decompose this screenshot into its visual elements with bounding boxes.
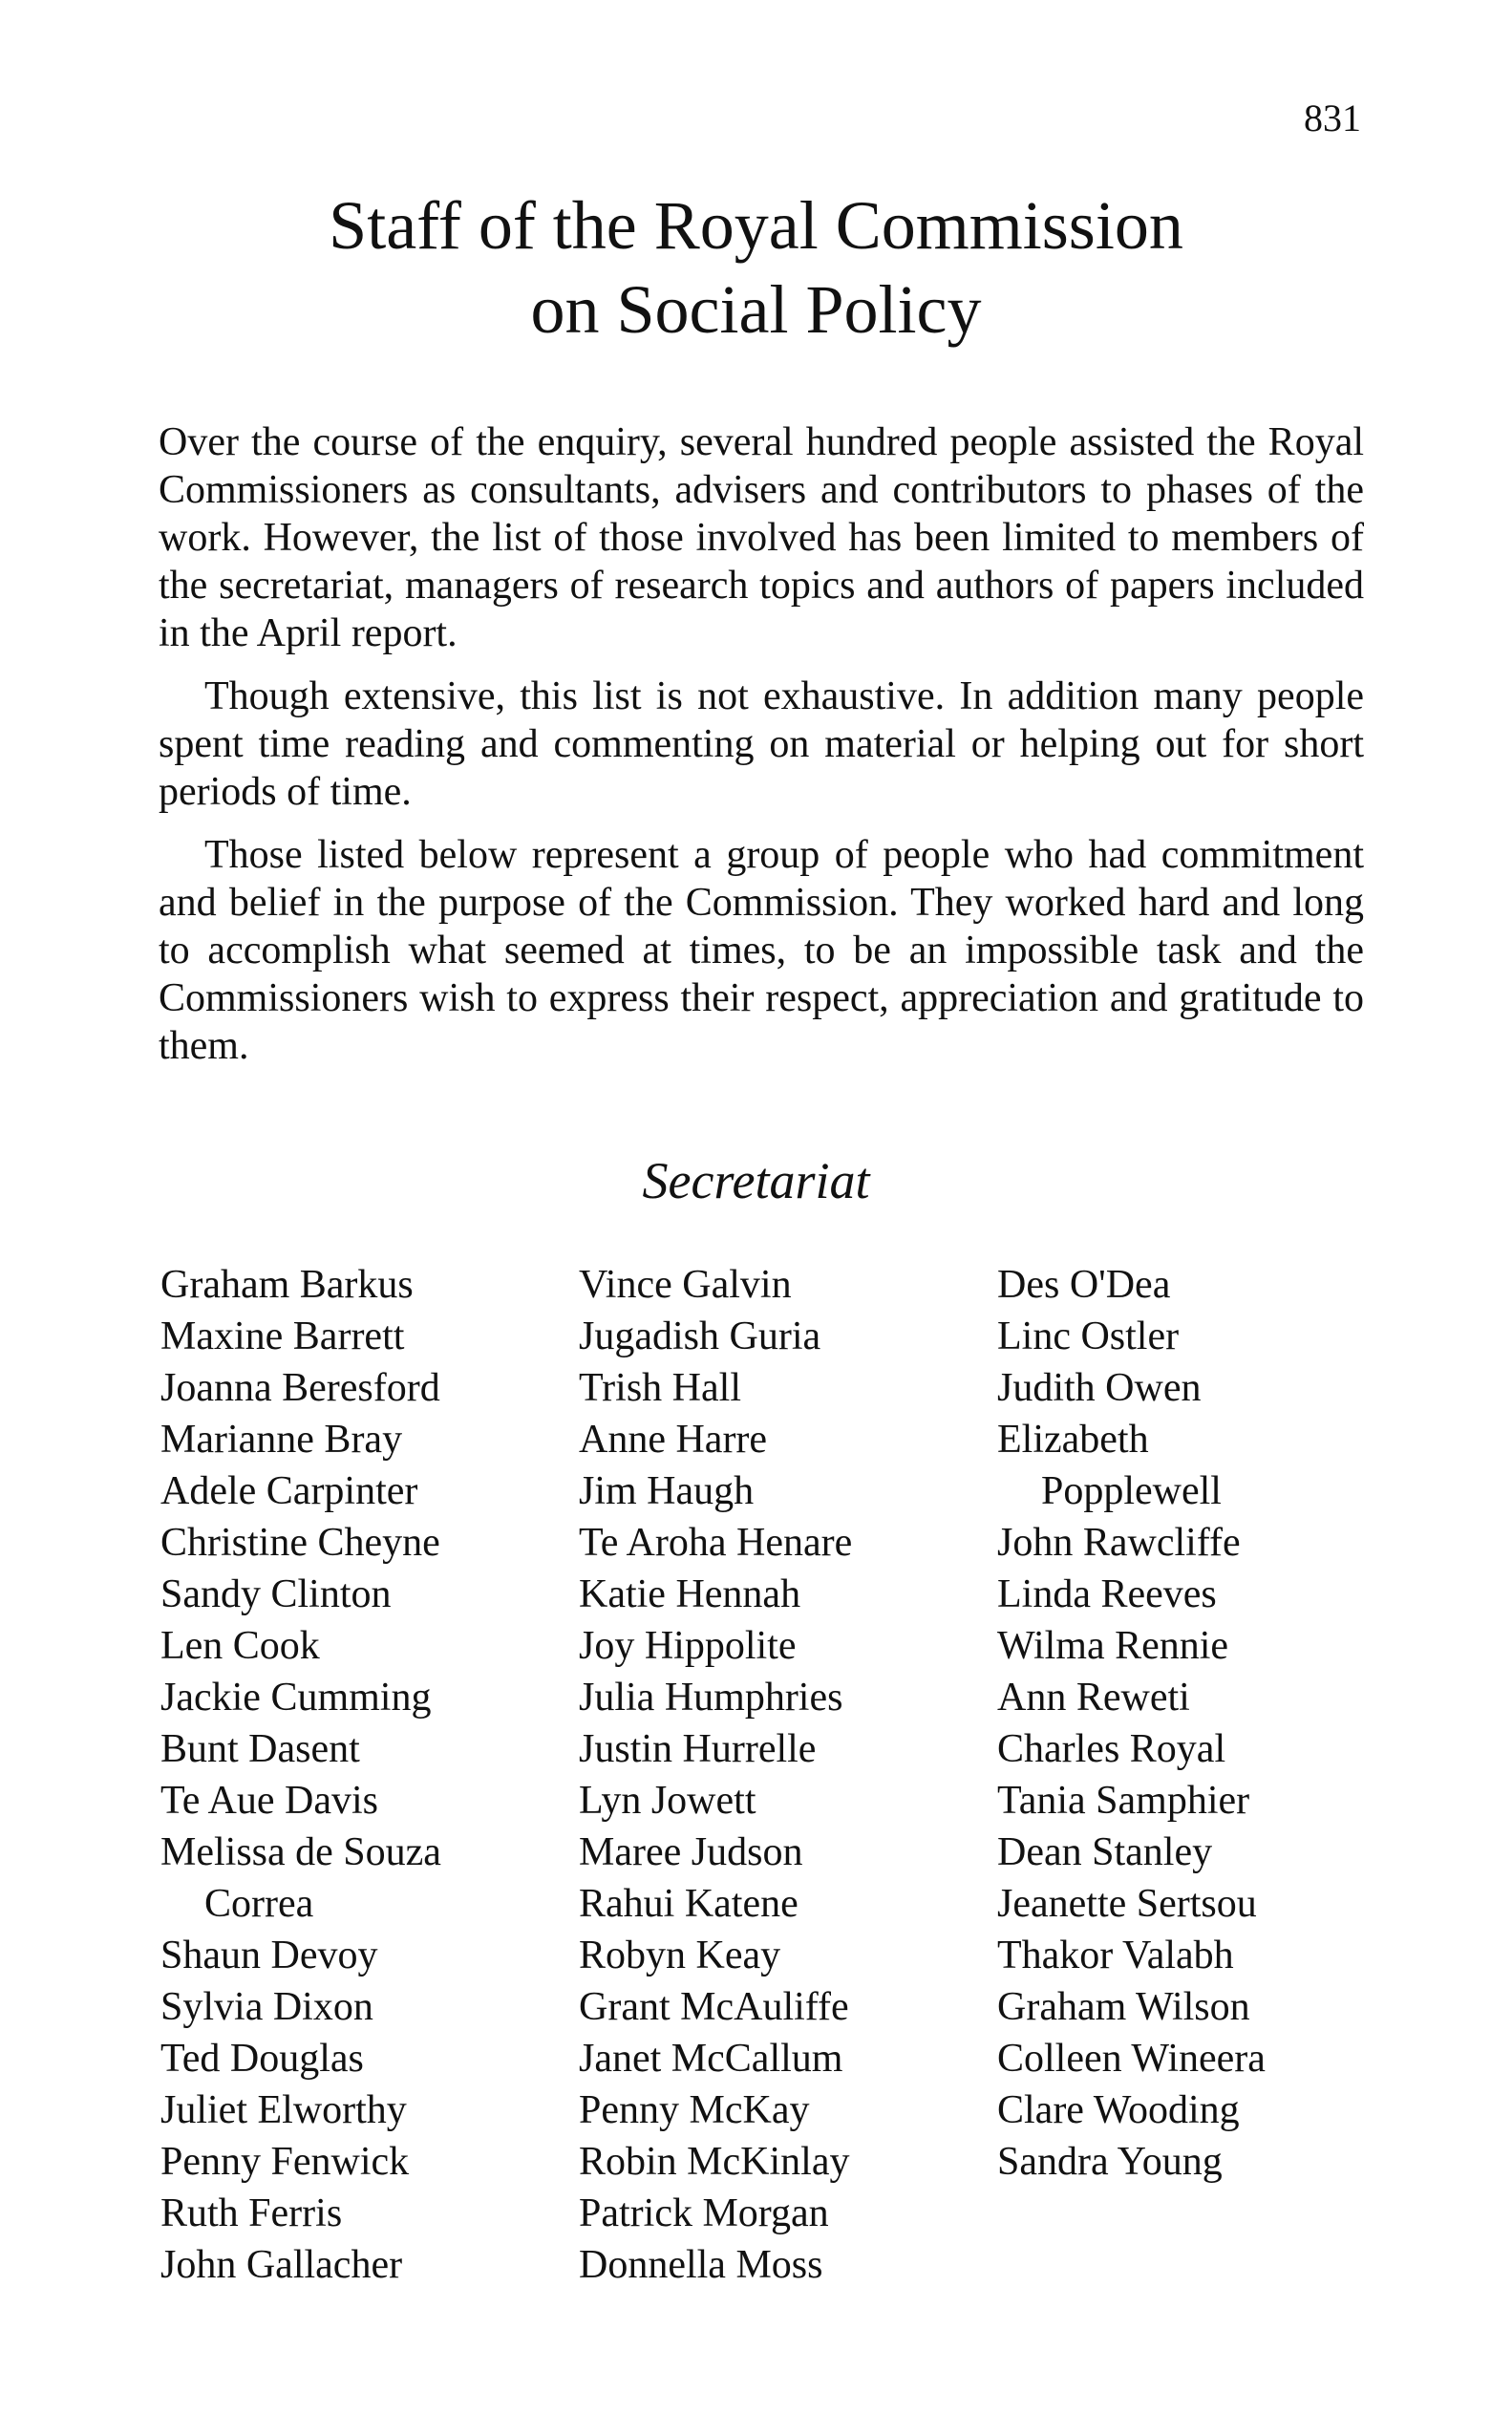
name-item: Jackie Cumming <box>160 1676 432 1720</box>
name-item: Wilma Rennie <box>997 1624 1229 1668</box>
name-item: Joanna Beresford <box>160 1366 440 1410</box>
name-item: Jugadish Guria <box>579 1314 821 1358</box>
name-item: Vince Galvin <box>579 1263 792 1307</box>
name-item: Jim Haugh <box>579 1469 755 1513</box>
name-item: Graham Wilson <box>997 1985 1250 2029</box>
name-item: Charles Royal <box>997 1727 1226 1771</box>
name-item: Trish Hall <box>579 1366 741 1410</box>
intro-paragraph: Over the course of the enquiry, several hundred people assisted the Royal Commissioners as consultants, advisers and contributors to phases of the work. However, the list of those involved has been limited to members of the secretariat, managers of research topics and authors of papers included in the April report. <box>159 420 1364 655</box>
section-heading-secretariat: Secretariat <box>642 1152 870 1209</box>
name-item: Katie Hennah <box>579 1572 801 1616</box>
name-item: Des O'Dea <box>997 1263 1171 1307</box>
name-item: Tania Samphier <box>997 1779 1250 1823</box>
name-item: Robin McKinlay <box>579 2140 850 2184</box>
name-item: Christine Cheyne <box>160 1521 440 1565</box>
name-item: Sandy Clinton <box>160 1572 392 1616</box>
name-item: Patrick Morgan <box>579 2191 829 2235</box>
name-item: Sylvia Dixon <box>160 1985 373 2029</box>
name-item: Grant McAuliffe <box>579 1985 849 2029</box>
name-item: John Rawcliffe <box>997 1521 1241 1565</box>
name-item: Bunt Dasent <box>160 1727 360 1771</box>
name-item: Judith Owen <box>997 1366 1202 1410</box>
name-item: Ruth Ferris <box>160 2191 343 2235</box>
name-item: Anne Harre <box>579 1418 768 1462</box>
name-item: Elizabeth <box>997 1418 1149 1462</box>
name-item: Maree Judson <box>579 1830 803 1874</box>
page-title-line-1: Staff of the Royal Commission <box>329 187 1183 264</box>
name-item: Maxine Barrett <box>160 1314 405 1358</box>
name-item: Penny McKay <box>579 2088 810 2132</box>
name-item-continuation: Popplewell <box>1041 1469 1222 1513</box>
name-item: Robyn Keay <box>579 1934 781 1977</box>
names-column-1 <box>160 1259 441 2291</box>
intro-paragraph: Those listed below represent a group of people who had commitment and belief in the purpose of the Commission. They worked hard and long to accomplish what seemed at times, to be an impossible task and the Commissioners wish to express their respect, appreciation and gratitude to them. <box>159 833 1364 1068</box>
name-item: Shaun Devoy <box>160 1934 378 1977</box>
name-item: Janet McCallum <box>579 2037 843 2081</box>
name-item: Linc Ostler <box>997 1314 1180 1358</box>
name-item: Te Aue Davis <box>160 1779 379 1823</box>
name-item: Colleen Wineera <box>997 2037 1266 2081</box>
name-item: Julia Humphries <box>579 1676 843 1720</box>
page-title <box>0 183 1512 352</box>
name-item: Len Cook <box>160 1624 320 1668</box>
name-item: Lyn Jowett <box>579 1779 756 1823</box>
name-item: Joy Hippolite <box>579 1624 797 1668</box>
page-number: 831 <box>1304 96 1361 139</box>
name-item: Ted Douglas <box>160 2037 364 2081</box>
name-item: Juliet Elworthy <box>160 2088 407 2132</box>
name-item: Thakor Valabh <box>997 1934 1234 1977</box>
name-item: Linda Reeves <box>997 1572 1217 1616</box>
name-item: Jeanette Sertsou <box>997 1882 1257 1926</box>
name-item: Graham Barkus <box>160 1263 414 1307</box>
name-item: Sandra Young <box>997 2140 1223 2184</box>
name-item: Ann Reweti <box>997 1676 1190 1720</box>
name-item: Clare Wooding <box>997 2088 1240 2132</box>
name-item-continuation: Correa <box>204 1882 314 1926</box>
name-item: Rahui Katene <box>579 1882 799 1926</box>
name-item: Donnella Moss <box>579 2243 823 2287</box>
name-item: Adele Carpinter <box>160 1469 418 1513</box>
name-item: John Gallacher <box>160 2243 403 2287</box>
page-title-line-2: on Social Policy <box>530 271 982 348</box>
name-item: Dean Stanley <box>997 1830 1213 1874</box>
intro-paragraph: Though extensive, this list is not exhaustive. In addition many people spent time reading and commenting on material or helping out for short periods of time. <box>159 674 1364 814</box>
names-column-3 <box>997 1259 1266 2188</box>
name-item: Melissa de Souza <box>160 1830 441 1874</box>
name-item: Penny Fenwick <box>160 2140 410 2184</box>
name-item: Marianne Bray <box>160 1418 403 1462</box>
name-item: Justin Hurrelle <box>579 1727 817 1771</box>
name-item: Te Aroha Henare <box>579 1521 853 1565</box>
names-column-2 <box>579 1259 852 2291</box>
intro-text <box>159 418 1364 1085</box>
